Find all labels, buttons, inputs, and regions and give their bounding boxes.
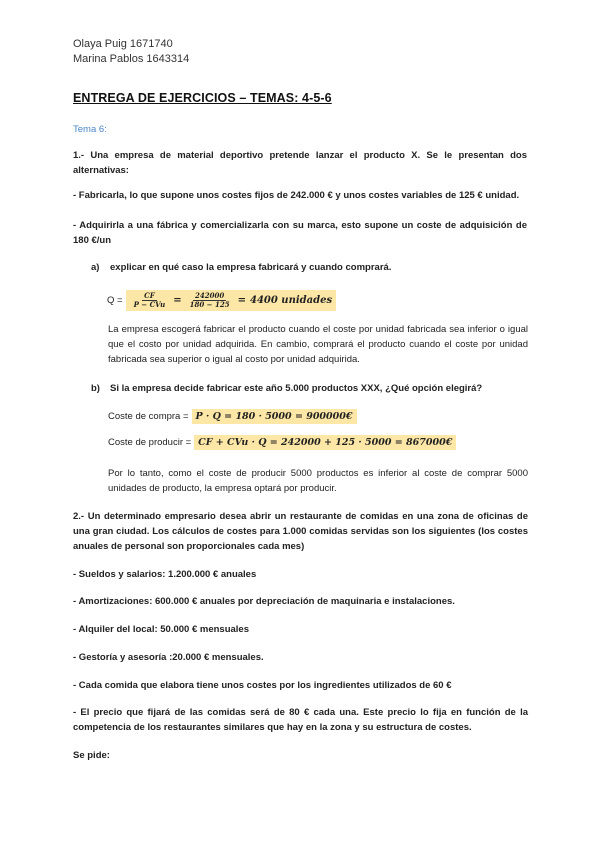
cost-item-price: - El precio que fijará de las comidas será de 80 € cada una. Este precio lo fija en función de la competencia de los restaurantes similares que hay en la zona y su estructura de costes. xyxy=(73,707,528,733)
item-a-question: explicar en qué caso la empresa fabricará y cuando comprará. xyxy=(110,262,392,273)
formula-highlight: $\frac{CF}{\text{P − CVu}}$ = $\frac{242000}{180 - 125}$ = 4400 unidades xyxy=(126,290,337,311)
author-line-1: Olaya Puig 1671740 xyxy=(73,38,173,50)
formula-result: 4400 unidades xyxy=(249,295,333,306)
cost-item-ingredients: - Cada comida que elabora tiene unos costes por los ingredientes utilizados de 60 € xyxy=(73,680,452,691)
fraction-1-denominator: P − CVu xyxy=(133,300,166,309)
exercise-2-intro: 2.- Un determinado empresario desea abrir un restaurante de comidas en una zona de oficinas de una gran ciudad. Los cálculos de costes para 1.000 comidas servidas son los siguientes (los costes anuales de personal son proporcionales cada mes) xyxy=(73,511,528,552)
fraction-1-numerator: CF xyxy=(144,291,155,300)
purchase-cost-label: Coste de compra = xyxy=(108,411,189,422)
cost-item-amortization: - Amortizaciones: 600.000 € anuales por depreciación de maquinaria e instalaciones. xyxy=(73,596,455,607)
exercise-1-alternative-1: - Fabricarla, lo que supone unos costes fijos de 242.000 € y unos costes variables de 125 € unidad. xyxy=(73,190,520,201)
exercise-1-intro: 1.- Una empresa de material deportivo pretende lanzar el producto X. Se le presentan dos alternativas: xyxy=(73,150,527,176)
fraction-2-denominator: 180 − 125 xyxy=(189,300,230,309)
item-b-question: Si la empresa decide fabricar este año 5.000 productos XXX, ¿Qué opción elegirá? xyxy=(110,383,483,394)
purchase-cost-line xyxy=(108,409,357,424)
fraction-2-numerator: 242000 xyxy=(194,291,225,300)
item-b-conclusion: Por lo tanto, como el coste de producir 5000 productos es inferior al coste de comprar 5000 unidades de producto, la empresa optará por producir. xyxy=(108,468,528,494)
exercise-1-alternative-2: - Adquirirla a una fábrica y comercializarla con su marca, esto supone un coste de adquisición de 180 €/un xyxy=(73,220,527,246)
fraction-values xyxy=(188,292,232,309)
break-even-formula xyxy=(107,290,336,311)
production-cost-line xyxy=(108,435,456,450)
item-b-label: b) xyxy=(91,383,100,394)
formula-q-prefix: Q = xyxy=(107,295,123,306)
page-title: ENTREGA DE EJERCICIOS – TEMAS: 4-5-6 xyxy=(73,91,332,105)
cost-item-advisory: - Gestoría y asesoría :20.000 € mensuales. xyxy=(73,652,264,663)
cost-item-salaries: - Sueldos y salarios: 1.200.000 € anuales xyxy=(73,569,257,580)
purchase-cost-formula: P · Q = 180 · 5000 = 900000€ xyxy=(192,409,357,424)
item-a-label: a) xyxy=(91,262,100,273)
fraction-cf-over-margin xyxy=(132,292,168,309)
cost-item-rent: - Alquiler del local: 50.000 € mensuales xyxy=(73,624,250,635)
item-a-explanation: La empresa escogerá fabricar el producto cuando el coste por unidad fabricada sea inferior o igual que el costo por unidad adquirida. En cambio, comprará el producto cuando el coste por unidad fabricada sea superior o igual al costo por unidad adquirida. xyxy=(108,324,528,365)
production-cost-label: Coste de producir = xyxy=(108,437,192,448)
se-pide-heading: Se pide: xyxy=(73,750,110,761)
production-cost-formula: CF + CVu · Q = 242000 + 125 · 5000 = 867000€ xyxy=(194,435,456,450)
section-heading-tema: Tema 6: xyxy=(73,124,107,135)
author-line-2: Marina Pablos 1643314 xyxy=(73,53,190,65)
